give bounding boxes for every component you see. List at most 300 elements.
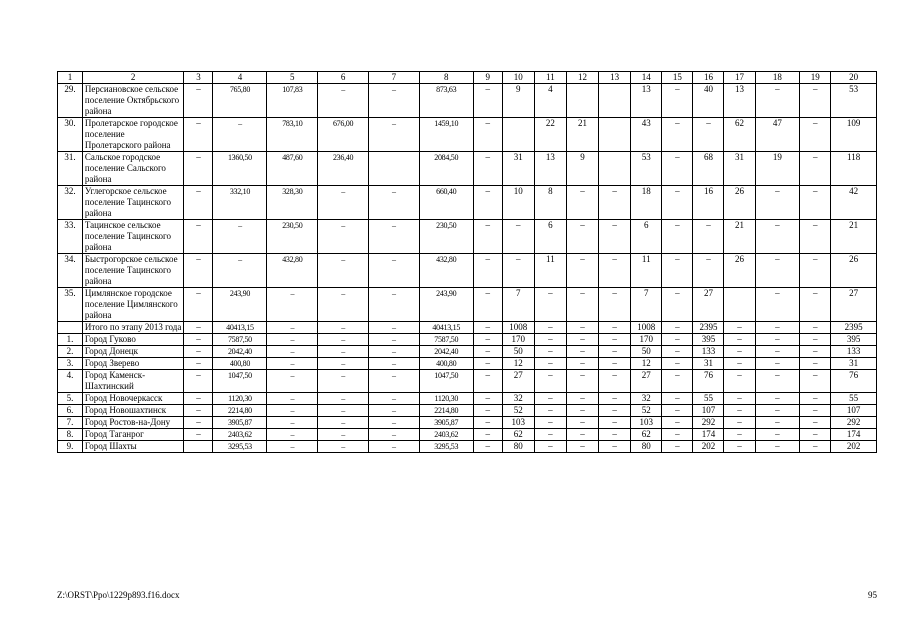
table-cell: 13: [534, 152, 566, 186]
table-cell: 170: [631, 334, 662, 346]
table-cell: –: [755, 417, 800, 429]
table-cell: 40: [693, 84, 724, 118]
table-cell: 783,10: [267, 118, 318, 152]
table-cell: –: [599, 429, 631, 441]
table-row: [58, 152, 877, 186]
table-cell: –: [755, 441, 800, 453]
table-cell: –: [566, 254, 598, 288]
table-cell: –: [534, 346, 566, 358]
table-cell: 53: [631, 152, 662, 186]
table-cell: 230,50: [419, 220, 473, 254]
table-cell: –: [662, 334, 693, 346]
table-cell: –: [368, 405, 419, 417]
table-cell: –: [662, 186, 693, 220]
table-cell: 27: [693, 288, 724, 322]
table-cell: 1008: [631, 322, 662, 334]
table-cell: –: [755, 358, 800, 370]
table-cell: 15: [662, 72, 693, 84]
table-cell: 3.: [58, 358, 83, 370]
table-row: [58, 358, 877, 370]
table-cell: –: [662, 118, 693, 152]
table-cell: –: [267, 322, 318, 334]
table-cell: –: [473, 441, 502, 453]
table-cell: 26: [724, 254, 755, 288]
table-cell: 20: [831, 72, 877, 84]
table-cell: 47: [755, 118, 800, 152]
table-cell: –: [318, 84, 369, 118]
table-cell: –: [267, 346, 318, 358]
table-cell: 174: [693, 429, 724, 441]
table-cell: –: [755, 429, 800, 441]
table-row: [58, 405, 877, 417]
table-cell: 31: [693, 358, 724, 370]
settlement-name-cell: Город Зверево: [82, 358, 184, 370]
table-cell: –: [318, 288, 369, 322]
table-cell: 32: [502, 393, 534, 405]
settlement-name-cell: Город Таганрог: [82, 429, 184, 441]
table-cell: 2.: [58, 346, 83, 358]
table-cell: –: [184, 346, 213, 358]
table-cell: –: [755, 84, 800, 118]
table-cell: –: [318, 417, 369, 429]
table-cell: 432,80: [267, 254, 318, 288]
table-cell: –: [724, 346, 755, 358]
table-cell: 80: [502, 441, 534, 453]
table-cell: –: [318, 334, 369, 346]
table-cell: –: [800, 346, 831, 358]
table-cell: –: [599, 254, 631, 288]
table-row: [58, 84, 877, 118]
table-cell: 11: [631, 254, 662, 288]
table-cell: 332,10: [213, 186, 267, 220]
table-cell: –: [184, 152, 213, 186]
table-cell: 432,80: [419, 254, 473, 288]
table-cell: –: [267, 393, 318, 405]
table-cell: 2395: [831, 322, 877, 334]
table-cell: –: [473, 152, 502, 186]
table-row: [58, 346, 877, 358]
table-cell: –: [368, 220, 419, 254]
table-cell: 400,80: [419, 358, 473, 370]
table-cell: –: [724, 417, 755, 429]
table-cell: 9: [566, 152, 598, 186]
table-cell: –: [473, 254, 502, 288]
table-cell: –: [534, 429, 566, 441]
table-cell: 6: [534, 220, 566, 254]
table-cell: 7587,50: [213, 334, 267, 346]
table-cell: –: [800, 220, 831, 254]
table-cell: 2042,40: [419, 346, 473, 358]
table-cell: 676,00: [318, 118, 369, 152]
table-cell: –: [800, 370, 831, 393]
table-cell: 10: [502, 72, 534, 84]
table-cell: –: [724, 405, 755, 417]
table-cell: –: [662, 393, 693, 405]
table-cell: –: [184, 405, 213, 417]
table-cell: –: [800, 441, 831, 453]
table-cell: –: [318, 358, 369, 370]
table-cell: 26: [831, 254, 877, 288]
table-cell: 13: [631, 84, 662, 118]
table-cell: –: [368, 118, 419, 152]
table-cell: –: [534, 288, 566, 322]
table-cell: –: [473, 429, 502, 441]
table-cell: 1.: [58, 334, 83, 346]
table-cell: [724, 288, 755, 322]
table-cell: 43: [631, 118, 662, 152]
table-cell: 13: [724, 84, 755, 118]
table-cell: 8.: [58, 429, 83, 441]
settlement-name-cell: Пролетарское городское поселение Пролетарского района: [82, 118, 184, 152]
table-cell: 10: [502, 186, 534, 220]
table-cell: –: [213, 220, 267, 254]
table-cell: 202: [693, 441, 724, 453]
table-cell: –: [318, 220, 369, 254]
table-cell: –: [184, 322, 213, 334]
table-cell: –: [566, 346, 598, 358]
table-cell: –: [267, 441, 318, 453]
table-cell: 26: [724, 186, 755, 220]
table-cell: –: [693, 118, 724, 152]
table-cell: 9: [502, 84, 534, 118]
table-cell: 42: [831, 186, 877, 220]
table-cell: 62: [502, 429, 534, 441]
table-cell: –: [473, 118, 502, 152]
table-cell: 243,90: [419, 288, 473, 322]
table-cell: 765,80: [213, 84, 267, 118]
table-cell: –: [662, 254, 693, 288]
table-cell: 3295,53: [213, 441, 267, 453]
table-cell: 3: [184, 72, 213, 84]
table-cell: –: [368, 358, 419, 370]
table-cell: 2395: [693, 322, 724, 334]
table-cell: –: [184, 220, 213, 254]
table-cell: –: [566, 393, 598, 405]
settlement-name-cell: Город Донецк: [82, 346, 184, 358]
table-cell: 109: [831, 118, 877, 152]
table-cell: [58, 322, 83, 334]
table-cell: 6: [631, 220, 662, 254]
table-row: [58, 118, 877, 152]
table-row: [58, 288, 877, 322]
table-cell: –: [662, 358, 693, 370]
table-cell: –: [473, 334, 502, 346]
table-header-row: [58, 72, 877, 84]
table-cell: –: [724, 393, 755, 405]
table-cell: –: [368, 429, 419, 441]
table-row: [58, 322, 877, 334]
table-cell: –: [755, 405, 800, 417]
table-cell: 80: [631, 441, 662, 453]
table-cell: –: [599, 405, 631, 417]
table-cell: 7.: [58, 417, 83, 429]
table-cell: –: [502, 254, 534, 288]
table-cell: –: [800, 152, 831, 186]
table-cell: –: [800, 118, 831, 152]
table-cell: –: [318, 405, 369, 417]
table-cell: 2214,80: [213, 405, 267, 417]
table-cell: –: [800, 334, 831, 346]
table-row: [58, 393, 877, 405]
table-cell: 5.: [58, 393, 83, 405]
table-cell: 30.: [58, 118, 83, 152]
table-cell: 13: [599, 72, 631, 84]
table-cell: 400,80: [213, 358, 267, 370]
table-cell: –: [267, 405, 318, 417]
table-cell: –: [368, 288, 419, 322]
table-cell: –: [566, 334, 598, 346]
table-cell: 19: [755, 152, 800, 186]
table-cell: 873,63: [419, 84, 473, 118]
table-cell: –: [724, 370, 755, 393]
table-cell: –: [724, 441, 755, 453]
table-cell: –: [755, 186, 800, 220]
table-cell: 3295,53: [419, 441, 473, 453]
table-cell: 5: [267, 72, 318, 84]
table-cell: 19: [800, 72, 831, 84]
table-cell: –: [662, 288, 693, 322]
settlement-name-cell: Тацинское сельское поселение Тацинского района: [82, 220, 184, 254]
table-cell: –: [368, 254, 419, 288]
table-cell: 31: [831, 358, 877, 370]
table-cell: [599, 118, 631, 152]
table-cell: [368, 152, 419, 186]
table-cell: –: [755, 393, 800, 405]
table-cell: –: [368, 84, 419, 118]
table-cell: –: [599, 220, 631, 254]
table-cell: 27: [831, 288, 877, 322]
table-cell: 34.: [58, 254, 83, 288]
table-cell: –: [318, 370, 369, 393]
table-cell: –: [800, 288, 831, 322]
table-row: [58, 429, 877, 441]
table-cell: 328,30: [267, 186, 318, 220]
table-cell: –: [566, 220, 598, 254]
table-cell: 31.: [58, 152, 83, 186]
table-cell: –: [800, 429, 831, 441]
table-cell: –: [473, 405, 502, 417]
table-cell: –: [662, 152, 693, 186]
table-cell: –: [755, 254, 800, 288]
table-cell: –: [318, 441, 369, 453]
table-cell: [566, 84, 598, 118]
table-cell: –: [184, 288, 213, 322]
table-cell: 660,40: [419, 186, 473, 220]
table-cell: 2403,62: [419, 429, 473, 441]
table-cell: –: [599, 288, 631, 322]
table-cell: 1047,50: [213, 370, 267, 393]
table-cell: –: [599, 186, 631, 220]
table-row: [58, 186, 877, 220]
settlement-name-cell: Сальское городское поселение Сальского района: [82, 152, 184, 186]
settlement-name-cell: Город Новочеркасск: [82, 393, 184, 405]
table-cell: –: [368, 334, 419, 346]
table-cell: –: [755, 346, 800, 358]
page-number: 95: [868, 590, 877, 600]
table-cell: –: [599, 346, 631, 358]
table-cell: –: [566, 441, 598, 453]
table-cell: –: [473, 370, 502, 393]
table-cell: –: [534, 322, 566, 334]
table-cell: –: [599, 441, 631, 453]
table-cell: –: [368, 441, 419, 453]
table-cell: 8: [534, 186, 566, 220]
table-cell: 1459,10: [419, 118, 473, 152]
table-cell: –: [368, 417, 419, 429]
table-cell: –: [267, 417, 318, 429]
table-cell: 11: [534, 72, 566, 84]
table-cell: –: [534, 405, 566, 417]
settlement-name-cell: Углегорское сельское поселение Тацинского района: [82, 186, 184, 220]
table-cell: 8: [419, 72, 473, 84]
table-cell: –: [724, 322, 755, 334]
settlement-name-cell: Город Гуково: [82, 334, 184, 346]
table-cell: 107: [693, 405, 724, 417]
table-cell: –: [318, 186, 369, 220]
table-cell: –: [599, 417, 631, 429]
table-cell: 3905,87: [213, 417, 267, 429]
table-cell: –: [755, 322, 800, 334]
table-cell: 4: [213, 72, 267, 84]
table-cell: –: [800, 405, 831, 417]
table-cell: –: [318, 322, 369, 334]
table-cell: –: [662, 220, 693, 254]
table-cell: –: [184, 84, 213, 118]
table-cell: –: [213, 254, 267, 288]
table-cell: –: [534, 358, 566, 370]
table-cell: 236,40: [318, 152, 369, 186]
table-cell: 40413,15: [213, 322, 267, 334]
table-cell: 118: [831, 152, 877, 186]
table-cell: –: [755, 370, 800, 393]
table-cell: –: [534, 393, 566, 405]
table-cell: 2403,62: [213, 429, 267, 441]
table-cell: 7587,50: [419, 334, 473, 346]
table-cell: 1: [58, 72, 83, 84]
table-row: [58, 334, 877, 346]
table-cell: [599, 152, 631, 186]
table-cell: 18: [631, 186, 662, 220]
table-row: [58, 417, 877, 429]
table-cell: 6: [318, 72, 369, 84]
table-cell: –: [534, 417, 566, 429]
table-cell: 22: [534, 118, 566, 152]
table-cell: –: [800, 393, 831, 405]
table-cell: 107: [831, 405, 877, 417]
table-cell: 16: [693, 186, 724, 220]
table-cell: 174: [831, 429, 877, 441]
table-cell: –: [184, 370, 213, 393]
table-cell: 170: [502, 334, 534, 346]
table-cell: –: [662, 441, 693, 453]
table-row: [58, 370, 877, 393]
table-cell: –: [599, 358, 631, 370]
table-cell: 1008: [502, 322, 534, 334]
table-cell: 7: [368, 72, 419, 84]
table-row: [58, 254, 877, 288]
table-cell: 6.: [58, 405, 83, 417]
table-cell: –: [318, 346, 369, 358]
table-cell: –: [184, 358, 213, 370]
table-cell: [599, 84, 631, 118]
table-cell: –: [800, 358, 831, 370]
table-cell: 395: [831, 334, 877, 346]
table-cell: –: [566, 288, 598, 322]
table-cell: –: [599, 334, 631, 346]
table-cell: 1120,30: [213, 393, 267, 405]
table-cell: –: [662, 322, 693, 334]
table-cell: 103: [631, 417, 662, 429]
table-cell: –: [473, 417, 502, 429]
table-cell: 53: [831, 84, 877, 118]
table-cell: [184, 441, 213, 453]
table-cell: 50: [502, 346, 534, 358]
table-cell: –: [566, 429, 598, 441]
table-cell: –: [473, 322, 502, 334]
table-cell: 31: [502, 152, 534, 186]
table-cell: 32.: [58, 186, 83, 220]
table-cell: 2: [82, 72, 184, 84]
table-cell: –: [473, 288, 502, 322]
table-cell: 55: [831, 393, 877, 405]
table-cell: –: [693, 254, 724, 288]
table-cell: 76: [693, 370, 724, 393]
table-body: [58, 72, 877, 453]
table-cell: –: [184, 254, 213, 288]
table-cell: 487,60: [267, 152, 318, 186]
table-cell: 18: [755, 72, 800, 84]
footer-file-path: Z:\ORST\Ppo\1229p893.f16.docx: [57, 590, 180, 600]
table-cell: –: [662, 405, 693, 417]
table-cell: 27: [631, 370, 662, 393]
table-row: [58, 441, 877, 453]
table-cell: –: [267, 358, 318, 370]
table-cell: –: [267, 334, 318, 346]
table-cell: –: [213, 118, 267, 152]
data-table: [57, 71, 877, 453]
table-cell: –: [318, 393, 369, 405]
table-cell: –: [566, 322, 598, 334]
table-cell: 133: [693, 346, 724, 358]
table-cell: 2084,50: [419, 152, 473, 186]
table-cell: 7: [502, 288, 534, 322]
table-cell: –: [184, 429, 213, 441]
table-cell: 68: [693, 152, 724, 186]
table-cell: –: [800, 254, 831, 288]
table-cell: –: [318, 429, 369, 441]
table-cell: 76: [831, 370, 877, 393]
table-cell: 243,90: [213, 288, 267, 322]
settlement-name-cell: Город Ростов-на-Дону: [82, 417, 184, 429]
table-cell: –: [566, 405, 598, 417]
table-cell: 62: [631, 429, 662, 441]
table-cell: –: [566, 417, 598, 429]
table-cell: –: [534, 441, 566, 453]
table-cell: 2042,40: [213, 346, 267, 358]
table-cell: [502, 118, 534, 152]
settlement-name-cell: Персиановское сельское поселение Октябрьского района: [82, 84, 184, 118]
table-cell: 16: [693, 72, 724, 84]
table-cell: –: [755, 220, 800, 254]
table-cell: –: [368, 393, 419, 405]
table-cell: –: [800, 186, 831, 220]
table-cell: 31: [724, 152, 755, 186]
table-cell: –: [566, 186, 598, 220]
table-cell: 27: [502, 370, 534, 393]
table-cell: 11: [534, 254, 566, 288]
table-cell: 55: [693, 393, 724, 405]
table-cell: –: [473, 186, 502, 220]
